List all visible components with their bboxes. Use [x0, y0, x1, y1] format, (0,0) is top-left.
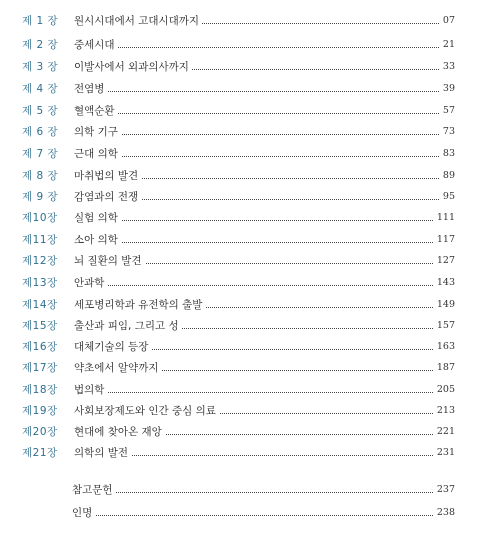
- chapter-title: 안과학: [74, 275, 107, 290]
- page-number: 231: [434, 447, 455, 458]
- chapter-label: 제 2 장: [22, 38, 59, 51]
- chapter-label: 제 6 장: [22, 125, 59, 138]
- chapter-label: 제18장: [22, 383, 58, 396]
- leader-dots: [72, 515, 451, 516]
- toc-row-15[interactable]: [0, 315, 481, 335]
- toc-row-11[interactable]: [0, 229, 481, 249]
- page-number: 127: [434, 255, 455, 266]
- chapter-label: 제13장: [22, 276, 58, 289]
- page-number: 149: [434, 299, 455, 310]
- leader-dots: [74, 156, 451, 157]
- toc-row-8[interactable]: [0, 165, 481, 185]
- chapter-label: 제21장: [22, 446, 58, 459]
- leader-dots: [74, 47, 451, 48]
- page-number: 83: [440, 148, 455, 159]
- chapter-title: 원시시대에서 고대시대까지: [74, 13, 202, 28]
- page-number: 221: [434, 426, 455, 437]
- toc-row-references[interactable]: [0, 479, 481, 499]
- chapter-label: 제 1 장: [22, 14, 59, 27]
- toc-row-5[interactable]: [0, 100, 481, 120]
- chapter-label: 제20장: [22, 425, 58, 438]
- toc-row-21[interactable]: [0, 442, 481, 462]
- toc-row-index[interactable]: [0, 502, 481, 522]
- chapter-title: 약초에서 알약까지: [74, 360, 161, 375]
- chapter-label: 제 9 장: [22, 190, 59, 203]
- leader-dots: [74, 91, 451, 92]
- chapter-label: 제15장: [22, 319, 58, 332]
- chapter-title: 감염과의 전쟁: [74, 189, 141, 204]
- page-number: 39: [440, 83, 455, 94]
- page-number: 187: [434, 362, 455, 373]
- chapter-title: 혈액순환: [74, 103, 118, 118]
- leader-dots: [74, 113, 451, 114]
- chapter-label: 제 5 장: [22, 104, 59, 117]
- leader-dots: [72, 492, 451, 493]
- chapter-title: 중세시대: [74, 37, 118, 52]
- chapter-label: 제 4 장: [22, 82, 59, 95]
- toc-row-14[interactable]: [0, 294, 481, 314]
- page-number: 157: [434, 320, 455, 331]
- chapter-title: 대체기술의 등장: [74, 339, 151, 354]
- chapter-label: 제 3 장: [22, 60, 59, 73]
- page-number: 143: [434, 277, 455, 288]
- chapter-title: 뇌 질환의 발견: [74, 253, 145, 268]
- toc-row-20[interactable]: [0, 421, 481, 441]
- leader-dots: [74, 220, 451, 221]
- chapter-label: 제 7 장: [22, 147, 59, 160]
- page-number: 57: [440, 105, 455, 116]
- chapter-label: 제12장: [22, 254, 58, 267]
- toc-row-16[interactable]: [0, 336, 481, 356]
- page-number: 238: [434, 507, 455, 518]
- page-number: 163: [434, 341, 455, 352]
- back-matter-title: 인명: [72, 505, 95, 520]
- page-number: 117: [434, 234, 455, 245]
- toc-row-2[interactable]: [0, 34, 481, 54]
- chapter-title: 실험 의학: [74, 210, 121, 225]
- chapter-title: 의학 기구: [74, 124, 121, 139]
- chapter-title: 마취법의 발견: [74, 168, 141, 183]
- toc-row-13[interactable]: [0, 272, 481, 292]
- page-number: 213: [434, 405, 455, 416]
- toc-row-19[interactable]: [0, 400, 481, 420]
- toc-row-3[interactable]: [0, 56, 481, 76]
- chapter-title: 현대에 찾아온 재앙: [74, 424, 165, 439]
- chapter-title: 의학의 발전: [74, 445, 131, 460]
- toc-row-10[interactable]: [0, 207, 481, 227]
- leader-dots: [74, 285, 451, 286]
- toc-row-12[interactable]: [0, 250, 481, 270]
- leader-dots: [74, 134, 451, 135]
- chapter-label: 제17장: [22, 361, 58, 374]
- toc-row-9[interactable]: [0, 186, 481, 206]
- leader-dots: [74, 392, 451, 393]
- toc-row-17[interactable]: [0, 357, 481, 377]
- page-number: 33: [440, 61, 455, 72]
- page-number: 73: [440, 126, 455, 137]
- chapter-title: 세포병리학과 유전학의 출발: [74, 297, 205, 312]
- page-number: 205: [434, 384, 455, 395]
- page-number: 21: [440, 39, 455, 50]
- chapter-title: 사회보장제도와 인간 중심 의료: [74, 403, 219, 418]
- chapter-title: 소아 의학: [74, 232, 121, 247]
- chapter-title: 이발사에서 외과의사까지: [74, 59, 192, 74]
- chapter-title: 근대 의학: [74, 146, 121, 161]
- page-number: 237: [434, 484, 455, 495]
- chapter-label: 제10장: [22, 211, 58, 224]
- chapter-label: 제 8 장: [22, 169, 59, 182]
- toc-row-4[interactable]: [0, 78, 481, 98]
- chapter-label: 제19장: [22, 404, 58, 417]
- toc-row-1[interactable]: [0, 10, 481, 30]
- chapter-title: 전염병: [74, 81, 107, 96]
- chapter-label: 제16장: [22, 340, 58, 353]
- back-matter-title: 참고문헌: [72, 482, 116, 497]
- chapter-title: 법의학: [74, 382, 107, 397]
- chapter-label: 제14장: [22, 298, 58, 311]
- page-number: 07: [440, 15, 455, 26]
- page-number: 111: [434, 212, 455, 223]
- toc-row-6[interactable]: [0, 121, 481, 141]
- page-number: 95: [440, 191, 455, 202]
- chapter-label: 제11장: [22, 233, 58, 246]
- page-number: 89: [440, 170, 455, 181]
- leader-dots: [74, 242, 451, 243]
- toc-row-7[interactable]: [0, 143, 481, 163]
- toc-row-18[interactable]: [0, 379, 481, 399]
- chapter-title: 출산과 피임, 그리고 성: [74, 318, 182, 333]
